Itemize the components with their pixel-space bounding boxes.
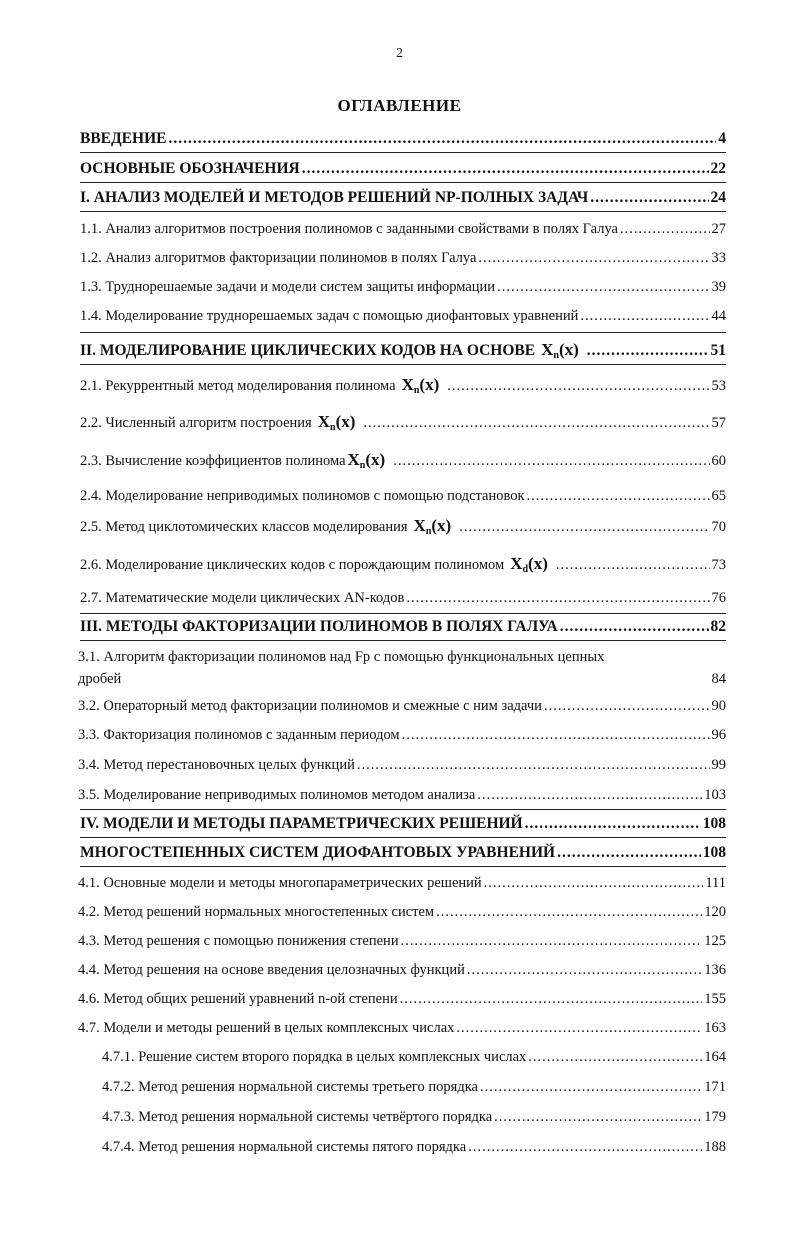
divider	[80, 211, 726, 212]
toc-entry-label: 4.3. Метод решения с помощью понижения степени	[78, 933, 399, 949]
toc-entry-label: 4.7.3. Метод решения нормальной системы четвёртого порядка	[102, 1109, 493, 1125]
toc-entry-label: IV. МОДЕЛИ И МЕТОДЫ ПАРАМЕТРИЧЕСКИХ РЕШЕНИЙ	[80, 815, 523, 832]
leader-dots	[587, 342, 709, 360]
toc-entry-label: 3.3. Факторизация полиномов с заданным периодом	[78, 727, 400, 743]
toc-entry-page: 33	[711, 250, 726, 266]
divider	[80, 837, 726, 838]
toc-entry-3-3[interactable]	[78, 726, 726, 744]
toc-entry-label: ОСНОВНЫЕ ОБОЗНАЧЕНИЯ	[80, 160, 300, 177]
toc-entry-2-6[interactable]	[80, 555, 726, 579]
toc-entry-page: 179	[704, 1109, 726, 1125]
leader-dots	[402, 726, 710, 744]
leader-dots	[580, 307, 709, 325]
toc-entry-3-5[interactable]	[78, 786, 726, 804]
toc-entry-4-2[interactable]	[78, 903, 726, 921]
toc-entry-label-cont: дробей	[78, 671, 122, 687]
toc-entry-page: 164	[704, 1049, 726, 1065]
toc-entry-label: 1.3. Труднорешаемые задачи и модели систем защиты информации	[80, 279, 496, 295]
toc-entry-page: 111	[705, 875, 726, 891]
toc-entry-intro[interactable]	[80, 130, 726, 148]
toc-entry-page: 136	[704, 962, 726, 978]
leader-dots	[556, 556, 710, 574]
toc-entry-page: 108	[702, 815, 726, 832]
toc-entry-page: 4	[718, 130, 726, 147]
toc-entry-label: 2.1. Рекуррентный метод моделирования полинома	[80, 378, 396, 394]
leader-dots	[357, 756, 710, 774]
leader-dots	[494, 1108, 702, 1126]
math-xn: $X_n(x)$	[401, 375, 440, 396]
math-xd: $X_d(x)$	[510, 554, 548, 575]
toc-entry-page: 99	[711, 757, 726, 773]
toc-entry-label: 3.2. Операторный метод факторизации полиномов и смежные с ним задачи	[78, 698, 542, 714]
toc-entry-label: 4.2. Метод решений нормальных многостепенных систем	[78, 904, 435, 920]
toc-entry-4-7-1[interactable]	[102, 1048, 726, 1066]
toc-entry-label: 3.4. Метод перестановочных целых функций	[78, 757, 355, 773]
divider	[80, 866, 726, 867]
toc-entry-page: 76	[711, 590, 726, 606]
toc-entry-1-4[interactable]	[80, 307, 726, 325]
leader-dots	[467, 961, 702, 979]
toc-entry-page: 125	[704, 933, 726, 949]
toc-entry-label: 4.7.1. Решение систем второго порядка в целых комплексных числах	[102, 1049, 527, 1065]
toc-entry-2-1[interactable]	[80, 376, 726, 400]
toc-entry-page: 90	[711, 698, 726, 714]
toc-entry-4-7-4[interactable]	[102, 1138, 726, 1156]
leader-dots	[560, 618, 709, 636]
leader-dots	[477, 786, 702, 804]
toc-title: ОГЛАВЛЕНИЕ	[337, 96, 462, 115]
toc-entry-4-4[interactable]	[78, 961, 726, 979]
toc-entry-2-2[interactable]	[80, 413, 726, 437]
toc-entry-page: 65	[711, 488, 726, 504]
leader-dots	[468, 1138, 702, 1156]
toc-entry-chapter-1[interactable]	[80, 189, 726, 207]
leader-dots	[590, 189, 708, 207]
toc-entry-label: 4.6. Метод общих решений уравнений n-ой степени	[78, 991, 398, 1007]
toc-entry-page: 27	[711, 221, 726, 237]
toc-entry-label: 1.2. Анализ алгоритмов факторизации полиномов в полях Галуа	[80, 250, 477, 266]
toc-entry-page: 103	[704, 787, 726, 803]
toc-entry-label: 2.7. Математические модели циклических AN-кодов	[80, 590, 405, 606]
leader-dots	[168, 130, 716, 148]
toc-entry-page: 44	[711, 308, 726, 324]
toc-entry-2-7[interactable]	[80, 589, 726, 607]
leader-dots	[484, 874, 704, 892]
math-xn: $X_n(x)$	[347, 450, 386, 471]
toc-entry-label: 4.4. Метод решения на основе введения целозначных функций	[78, 962, 465, 978]
toc-entry-label: 2.2. Численный алгоритм построения	[80, 415, 312, 431]
toc-entry-2-3[interactable]	[80, 451, 726, 475]
toc-entry-label: 4.7. Модели и методы решений в целых комплексных числах	[78, 1020, 455, 1036]
toc-entry-page: 60	[711, 453, 726, 469]
divider	[80, 182, 726, 183]
leader-dots	[480, 1078, 702, 1096]
leader-dots	[528, 1048, 702, 1066]
leader-dots	[459, 518, 709, 536]
toc-entry-label: 4.7.2. Метод решения нормальной системы третьего порядка	[102, 1079, 478, 1095]
toc-entry-page: 70	[711, 519, 726, 535]
math-xn: $X_n(x)$	[541, 340, 579, 361]
toc-entry-4-6[interactable]	[78, 990, 726, 1008]
math-xn: $X_n(x)$	[317, 412, 356, 433]
divider	[80, 809, 726, 810]
divider	[80, 613, 726, 614]
toc-entry-page: 39	[711, 279, 726, 295]
toc-entry-label: 2.6. Моделирование циклических кодов с порождающим полиномом	[80, 557, 505, 573]
toc-entry-label: 1.1. Анализ алгоритмов построения полиномов с заданными свойствами в полях Галуа	[80, 221, 618, 237]
leader-dots	[497, 278, 709, 296]
leader-dots	[478, 249, 709, 267]
leader-dots	[456, 1019, 702, 1037]
toc-entry-page: 171	[704, 1079, 726, 1095]
toc-entry-page: 57	[711, 415, 726, 431]
divider	[80, 364, 726, 365]
toc-entry-page: 73	[711, 557, 726, 573]
toc-entry-label: МНОГОСТЕПЕННЫХ СИСТЕМ ДИОФАНТОВЫХ УРАВНЕНИЙ	[80, 844, 556, 861]
leader-dots	[525, 815, 701, 833]
toc-entry-chapter-2[interactable]	[80, 341, 726, 365]
toc-entry-1-1[interactable]	[80, 220, 726, 238]
leader-dots	[544, 697, 710, 715]
toc-entry-label: 4.7.4. Метод решения нормальной системы пятого порядка	[102, 1139, 467, 1155]
toc-entry-label: 1.4. Моделирование труднорешаемых задач с помощью диофантовых уравнений	[80, 308, 579, 324]
leader-dots	[393, 452, 709, 470]
divider	[80, 640, 726, 641]
toc-entry-label: 2.5. Метод циклотомических классов моделирования	[80, 519, 408, 535]
toc-entry-4-1[interactable]	[78, 874, 726, 892]
leader-dots	[401, 932, 703, 950]
toc-entry-label: ВВЕДЕНИЕ	[80, 130, 167, 147]
leader-dots	[302, 160, 709, 178]
toc-entry-page: 24	[710, 189, 726, 206]
toc-entry-4-7-2[interactable]	[102, 1078, 726, 1096]
toc-entry-1-3[interactable]	[80, 278, 726, 296]
leader-dots	[557, 844, 701, 862]
toc-entry-2-4[interactable]	[80, 487, 726, 505]
toc-entry-page: 120	[704, 904, 726, 920]
toc-entry-4-7-3[interactable]	[102, 1108, 726, 1126]
toc-entry-page: 188	[704, 1139, 726, 1155]
math-xn: $X_n(x)$	[413, 516, 452, 537]
toc-entry-page: 108	[702, 844, 726, 861]
toc-entry-label: 2.3. Вычисление коэффициентов полинома	[80, 453, 346, 469]
toc-entry-3-4[interactable]	[78, 756, 726, 774]
toc-entry-1-2[interactable]	[80, 249, 726, 267]
toc-entry-label: 3.5. Моделирование неприводимых полиномов методом анализа	[78, 787, 476, 803]
toc-entry-notation[interactable]	[80, 160, 726, 178]
toc-entry-page: 51	[710, 342, 726, 359]
leader-dots	[447, 377, 709, 395]
toc-entry-page: 82	[710, 618, 726, 635]
toc-entry-chapter-4[interactable]	[80, 815, 726, 833]
toc-entry-page: 163	[704, 1020, 726, 1036]
toc-entry-3-1[interactable]	[78, 646, 726, 690]
leader-dots	[527, 487, 710, 505]
page-number: 2	[396, 46, 403, 61]
leader-dots	[436, 903, 702, 921]
toc-entry-label: 2.4. Моделирование неприводимых полиномов с помощью подстановок	[80, 488, 525, 504]
toc-entry-page: 22	[710, 160, 726, 177]
toc-entry-label: 3.1. Алгоритм факторизации полиномов над Fp с помощью функциональных цепных	[78, 649, 605, 665]
divider	[80, 332, 726, 333]
toc-entry-label: III. МЕТОДЫ ФАКТОРИЗАЦИИ ПОЛИНОМОВ В ПОЛЯХ ГАЛУА	[80, 618, 558, 635]
toc-entry-3-2[interactable]	[78, 697, 726, 715]
toc-entry-label: 4.1. Основные модели и методы многопараметрических решений	[78, 875, 482, 891]
toc-entry-2-5[interactable]	[80, 517, 726, 541]
toc-entry-4-3[interactable]	[78, 932, 726, 950]
toc-entry-page: 84	[711, 671, 726, 687]
toc-entry-label: I. АНАЛИЗ МОДЕЛЕЙ И МЕТОДОВ РЕШЕНИЙ NP-ПОЛНЫХ ЗАДАЧ	[80, 189, 589, 206]
leader-dots	[363, 414, 709, 432]
toc-entry-label: II. МОДЕЛИРОВАНИЕ ЦИКЛИЧЕСКИХ КОДОВ НА ОСНОВЕ	[80, 342, 536, 359]
toc-entry-chapter-4-cont[interactable]	[80, 844, 726, 862]
divider	[80, 152, 726, 153]
leader-dots	[400, 990, 703, 1008]
toc-entry-page: 155	[704, 991, 726, 1007]
toc-entry-4-7[interactable]	[78, 1019, 726, 1037]
leader-dots	[406, 589, 709, 607]
toc-entry-page: 96	[711, 727, 726, 743]
toc-entry-page: 53	[711, 378, 726, 394]
toc-entry-chapter-3[interactable]	[80, 618, 726, 636]
leader-dots	[620, 220, 710, 238]
